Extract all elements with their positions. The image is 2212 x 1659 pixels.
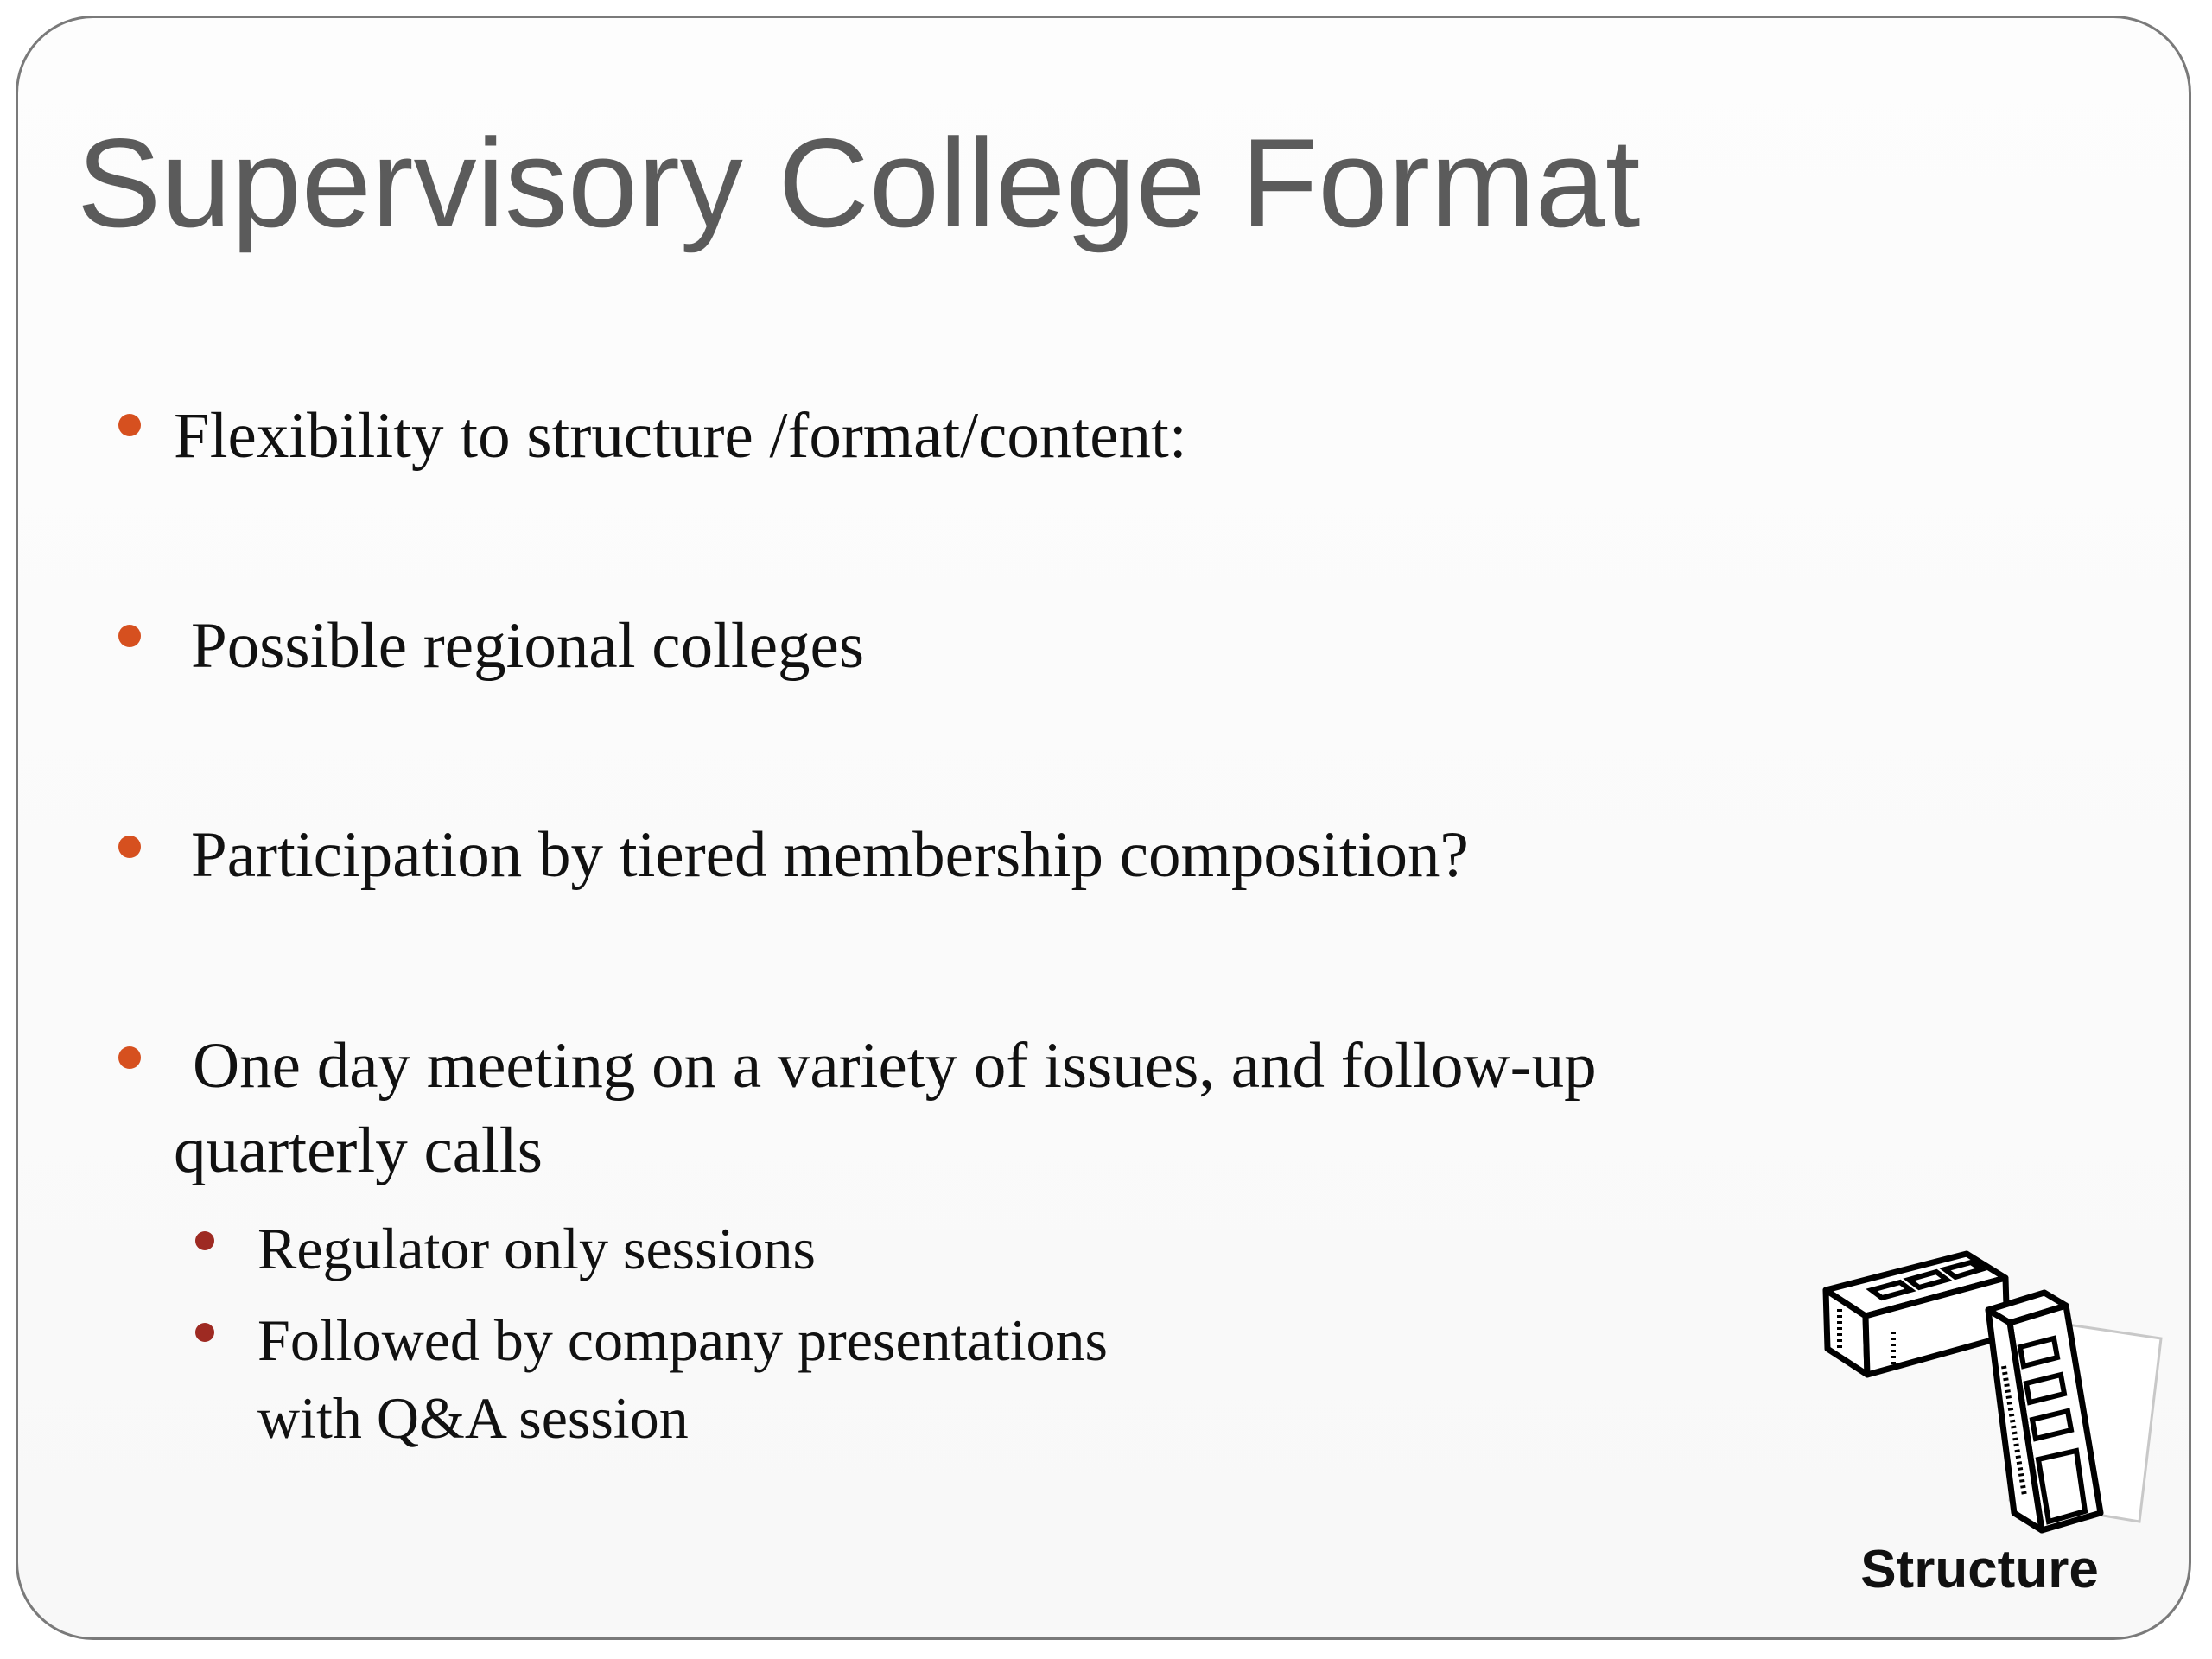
- bullet-marker: [118, 625, 141, 647]
- bullet-item-one-day-meeting-line2: quarterly calls: [174, 1115, 543, 1186]
- building-blocks-icon: [1807, 1236, 2170, 1548]
- bullet-item-one-day-meeting-line1: One day meeting on a variety of issues, and follow-up: [193, 1030, 1597, 1102]
- slide: [16, 16, 2191, 1640]
- bullet-item-flexibility: Flexibility to structure /format/content:: [174, 400, 1187, 472]
- bullet-item-participation: Participation by tiered membership composition?: [191, 819, 1469, 891]
- sub-bullet-regulator-sessions: Regulator only sessions: [257, 1216, 816, 1281]
- bullet-marker: [118, 1046, 141, 1069]
- sub-bullet-company-presentations-line1: Followed by company presentations: [257, 1307, 1108, 1373]
- bullet-item-regional-colleges: Possible regional colleges: [191, 610, 865, 682]
- bullet-marker: [118, 414, 141, 436]
- structure-label: Structure: [1860, 1540, 2099, 1599]
- bullet-marker: [118, 836, 141, 858]
- sub-bullet-marker: [195, 1323, 214, 1342]
- slide-title: Supervisory College Format: [77, 112, 1641, 253]
- sub-bullet-marker: [195, 1231, 214, 1250]
- sub-bullet-company-presentations-line2: with Q&A session: [257, 1385, 689, 1451]
